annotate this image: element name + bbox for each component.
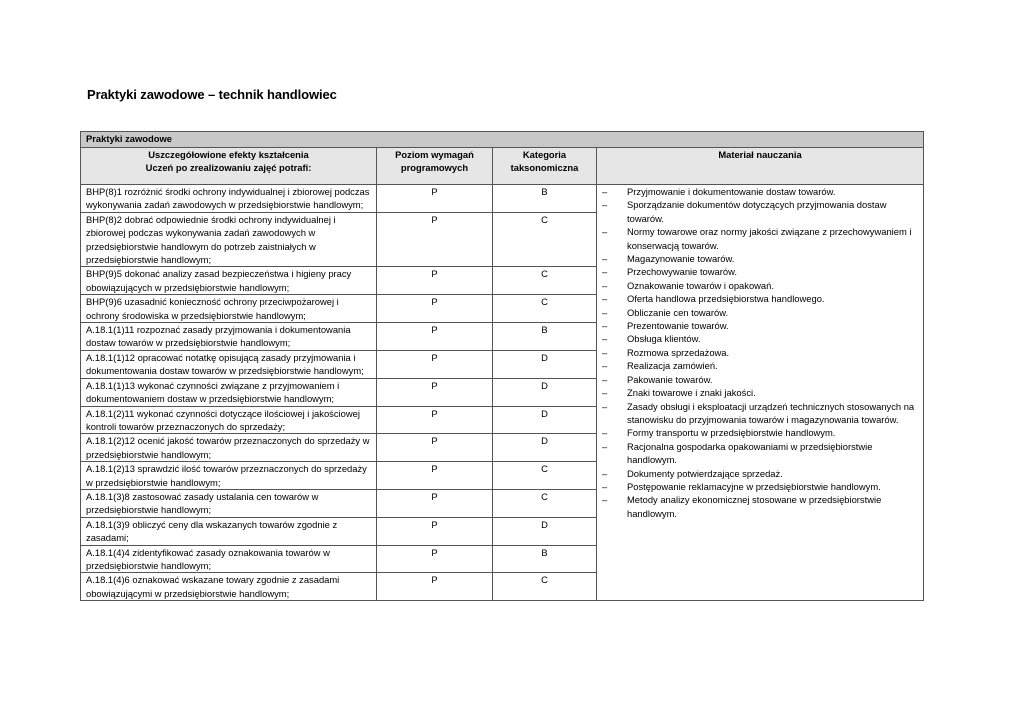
material-text: Magazynowanie towarów.: [627, 253, 735, 265]
category-cell: B: [493, 323, 597, 351]
dash-bullet: –: [602, 293, 608, 305]
material-text: Racjonalna gospodarka opakowaniami w przedsiębiorstwie handlowym.: [627, 440, 873, 466]
list-item: [602, 225, 918, 252]
category-cell: B: [493, 545, 597, 573]
dash-bullet: –: [602, 400, 608, 412]
category-cell: C: [493, 267, 597, 295]
material-text: Prezentowanie towarów.: [627, 320, 729, 332]
materials-cell: [597, 185, 924, 601]
material-text: Oferta handlowa przedsiębiorstwa handlowego.: [627, 293, 825, 305]
dash-bullet: –: [602, 494, 608, 506]
effect-cell: BHP(9)6 uzasadnić konieczność ochrony przeciwpożarowej i ochrony środowiska w przedsiębiorstwie handlowym;: [81, 295, 377, 323]
effect-cell: A.18.1(1)11 rozpoznać zasady przyjmowania i dokumentowania dostaw towarów w przedsiębiorstwie handlowym;: [81, 323, 377, 351]
dash-bullet: –: [602, 467, 608, 479]
category-cell: C: [493, 295, 597, 323]
dash-bullet: –: [602, 360, 608, 372]
effect-cell: A.18.1(3)9 obliczyć ceny dla wskazanych towarów zgodnie z zasadami;: [81, 517, 377, 545]
category-cell: D: [493, 378, 597, 406]
category-cell: D: [493, 406, 597, 434]
level-cell: P: [377, 434, 493, 462]
dash-bullet: –: [602, 306, 608, 318]
level-cell: P: [377, 212, 493, 267]
header-effects: [81, 148, 377, 185]
level-cell: P: [377, 545, 493, 573]
effect-cell: A.18.1(1)12 opracować notatkę opisującą zasady przyjmowania i dokumentowania dostaw towarów w przedsiębiorstwie handlowym;: [81, 350, 377, 378]
dash-bullet: –: [602, 266, 608, 278]
dash-bullet: –: [602, 226, 608, 238]
dash-bullet: –: [602, 320, 608, 332]
list-item: [602, 252, 918, 265]
effect-cell: A.18.1(2)13 sprawdzić ilość towarów przeznaczonych do sprzedaży w przedsiębiorstwie handlowym;: [81, 462, 377, 490]
effect-cell: A.18.1(3)8 zastosować zasady ustalania cen towarów w przedsiębiorstwie handlowym;: [81, 489, 377, 517]
material-text: Pakowanie towarów.: [627, 373, 713, 385]
level-cell: P: [377, 323, 493, 351]
material-text: Rozmowa sprzedażowa.: [627, 346, 730, 358]
material-text: Formy transportu w przedsiębiorstwie handlowym.: [627, 427, 836, 439]
effect-cell: BHP(8)2 dobrać odpowiednie środki ochrony indywidualnej i zbiorowej podczas wykonywania zadań zawodowych w przedsiębiorstwie handlowym do potrzeb zaistniałych w przedsiębiorstwie handlowym;: [81, 212, 377, 267]
header-category-line2: taksonomiczna: [510, 162, 579, 174]
effect-cell: A.18.1(2)11 wykonać czynności dotyczące ilościowej i jakościowej kontroli towarów przeznaczonych do sprzedaży;: [81, 406, 377, 434]
material-text: Sporządzanie dokumentów dotyczących przyjmowania dostaw towarów.: [627, 199, 887, 224]
dash-bullet: –: [602, 346, 608, 358]
effect-cell: A.18.1(2)12 ocenić jakość towarów przeznaczonych do sprzedaży w przedsiębiorstwie handlowym;: [81, 434, 377, 462]
section-title: Praktyki zawodowe: [81, 132, 924, 148]
level-cell: P: [377, 267, 493, 295]
material-text: Dokumenty potwierdzające sprzedaż.: [627, 467, 783, 479]
list-item: [602, 467, 918, 480]
dash-bullet: –: [602, 427, 608, 439]
material-text: Przechowywanie towarów.: [627, 266, 737, 278]
list-item: [602, 373, 918, 386]
level-cell: P: [377, 573, 493, 601]
dash-bullet: –: [602, 373, 608, 385]
list-item: [602, 279, 918, 292]
list-item: [602, 319, 918, 332]
dash-bullet: –: [602, 387, 608, 399]
material-text: Obliczanie cen towarów.: [627, 306, 729, 318]
list-item: [602, 386, 918, 399]
category-cell: C: [493, 489, 597, 517]
level-cell: P: [377, 489, 493, 517]
list-item: [602, 265, 918, 278]
list-item: [602, 198, 918, 225]
material-text: Realizacja zamówień.: [627, 360, 718, 372]
category-cell: C: [493, 462, 597, 490]
list-item: [602, 493, 918, 520]
dash-bullet: –: [602, 253, 608, 265]
header-category-line1: Kategoria: [522, 149, 567, 160]
material-text: Metody analizy ekonomicznej stosowane w przedsiębiorstwie handlowym.: [627, 494, 882, 519]
list-item: [602, 480, 918, 493]
table-row: [81, 185, 924, 213]
category-cell: C: [493, 212, 597, 267]
header-category: [493, 148, 597, 185]
material-text: Postępowanie reklamacyjne w przedsiębiorstwie handlowym.: [627, 480, 881, 492]
dash-bullet: –: [602, 186, 608, 197]
curriculum-table: [80, 131, 924, 601]
list-item: [602, 332, 918, 345]
list-item: [602, 440, 918, 467]
list-item: [602, 426, 918, 439]
dash-bullet: –: [602, 333, 608, 345]
list-item: [602, 400, 918, 427]
page-title: Praktyki zawodowe – technik handlowiec: [87, 87, 337, 102]
level-cell: P: [377, 517, 493, 545]
category-cell: D: [493, 434, 597, 462]
effect-cell: A.18.1(4)6 oznakować wskazane towary zgodnie z zasadami obowiązującymi w przedsiębiorstwie handlowym;: [81, 573, 377, 601]
level-cell: P: [377, 185, 493, 213]
material-text: Znaki towarowe i znaki jakości.: [627, 387, 756, 399]
header-level-line1: Poziom wymagań: [395, 149, 474, 160]
list-item: [602, 306, 918, 319]
material-text: Zasady obsługi i eksploatacji urządzeń technicznych stosowanych na stanowisku do przyjmowania towarów i magazynowania towarów.: [627, 400, 915, 425]
section-header-row: [81, 132, 924, 148]
level-cell: P: [377, 350, 493, 378]
header-level-line2: programowych: [400, 162, 469, 174]
level-cell: P: [377, 462, 493, 490]
list-item: [602, 292, 918, 305]
category-cell: B: [493, 185, 597, 213]
list-item: [602, 185, 918, 198]
dash-bullet: –: [602, 480, 608, 492]
level-cell: P: [377, 378, 493, 406]
category-cell: D: [493, 350, 597, 378]
level-cell: P: [377, 295, 493, 323]
header-effects-line1: Uszczegółowione efekty kształcenia: [148, 149, 309, 160]
material-text: Przyjmowanie i dokumentowanie dostaw towarów.: [627, 186, 836, 197]
column-header-row: [81, 148, 924, 185]
effect-cell: A.18.1(4)4 zidentyfikować zasady oznakowania towarów w przedsiębiorstwie handlowym;: [81, 545, 377, 573]
list-item: [602, 359, 918, 372]
header-level: [377, 148, 493, 185]
category-cell: D: [493, 517, 597, 545]
dash-bullet: –: [602, 279, 608, 291]
list-item: [602, 346, 918, 359]
materials-list: [602, 185, 918, 520]
dash-bullet: –: [602, 199, 608, 211]
material-text: Normy towarowe oraz normy jakości związane z przechowywaniem i konserwacją towarów.: [627, 226, 912, 251]
effect-cell: BHP(8)1 rozróżnić środki ochrony indywidualnej i zbiorowej podczas wykonywania zadań zawodowych w przedsiębiorstwie handlowym;: [81, 185, 377, 213]
header-materials: Materiał nauczania: [597, 148, 924, 185]
dash-bullet: –: [602, 440, 608, 452]
category-cell: C: [493, 573, 597, 601]
header-effects-line2: Uczeń po zrealizowaniu zajęć potrafi:: [145, 162, 312, 174]
material-text: Oznakowanie towarów i opakowań.: [627, 279, 774, 291]
effect-cell: A.18.1(1)13 wykonać czynności związane z przyjmowaniem i dokumentowaniem dostaw w przedsiębiorstwie handlowym;: [81, 378, 377, 406]
effect-cell: BHP(9)5 dokonać analizy zasad bezpieczeństwa i higieny pracy obowiązujących w przedsiębiorstwie handlowym;: [81, 267, 377, 295]
material-text: Obsługa klientów.: [627, 333, 701, 345]
level-cell: P: [377, 406, 493, 434]
